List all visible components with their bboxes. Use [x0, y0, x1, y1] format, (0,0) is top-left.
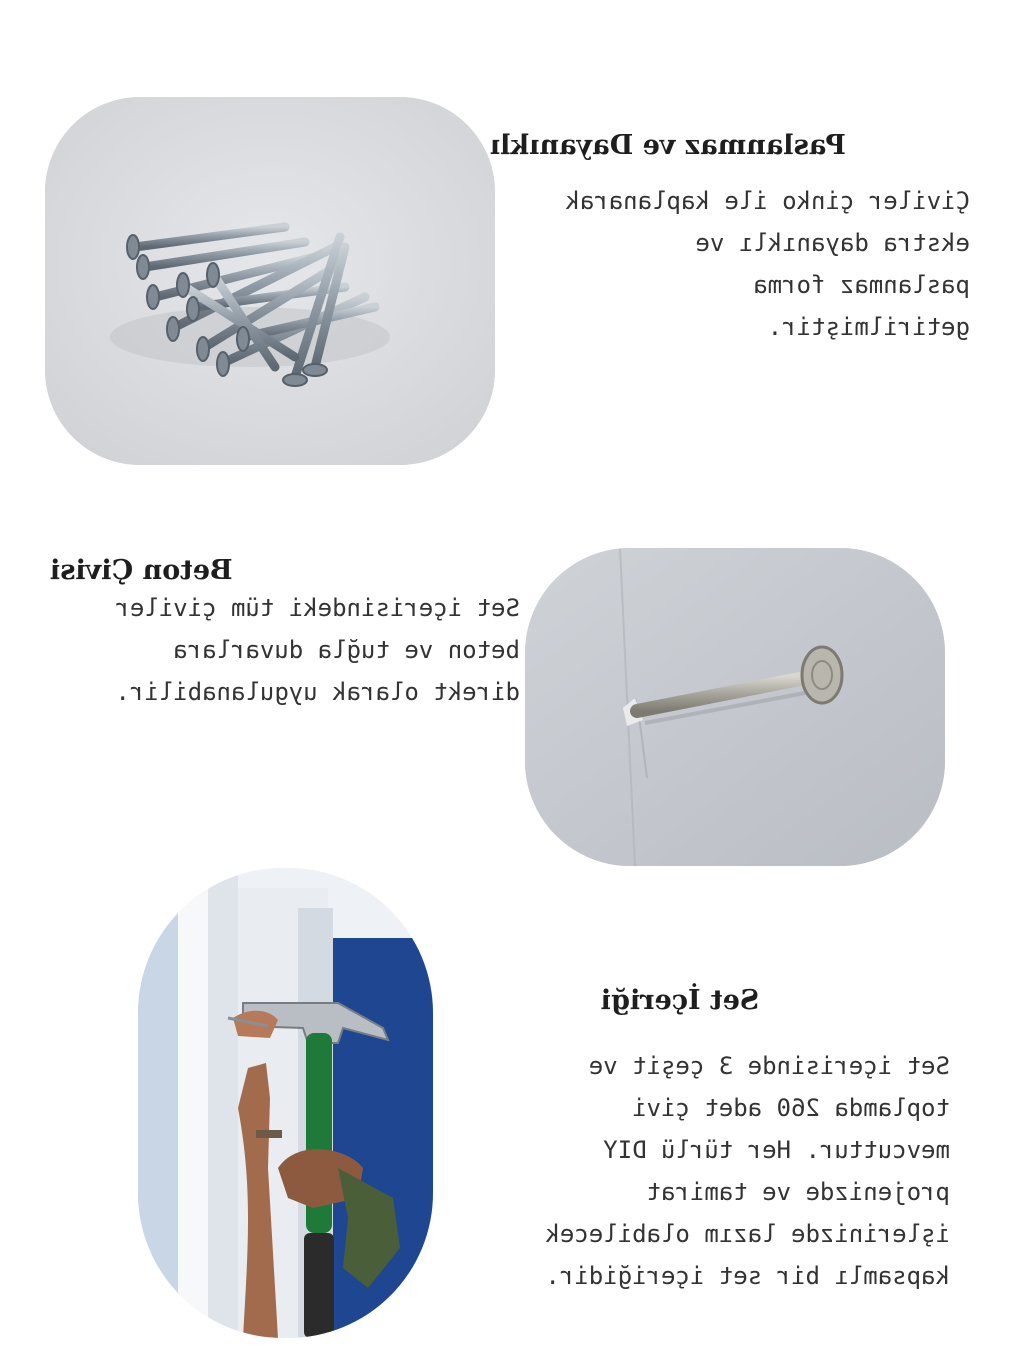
section-concrete-nail [50, 555, 520, 713]
nail-in-wall-image [525, 548, 945, 866]
section-description: Çiviler çinko ile kaplanarak ekstra dayanıklı ve paslanmaz forma getirilmiştir. [565, 187, 970, 342]
wall-nail-illustration [525, 548, 945, 866]
section-description: Set içerisindeki tüm çiviler beton ve tuğla duvarlara direkt olarak uygulanabilir. [115, 594, 520, 707]
section-description: Set içerisinde 3 çeşit ve toplamda 260 adet çivi mevcuttur. Her türlü DIY projenizde ve tamirat işlerinizde lazım olabilecek kapsamlı bir set içeriğidir. [545, 1052, 950, 1291]
nails-illustration [45, 97, 495, 465]
section-heading: Beton Çivisi [50, 555, 233, 586]
section-rustproof [490, 130, 970, 348]
section-heading: Set İçeriği [600, 985, 760, 1016]
hammering-nail-image [138, 868, 433, 1338]
nails-pile-image [45, 97, 495, 465]
hammer-illustration [138, 868, 433, 1338]
section-heading: Paslanmaz ve Dayanıklı [490, 130, 846, 161]
section-set-contents [490, 985, 950, 1297]
